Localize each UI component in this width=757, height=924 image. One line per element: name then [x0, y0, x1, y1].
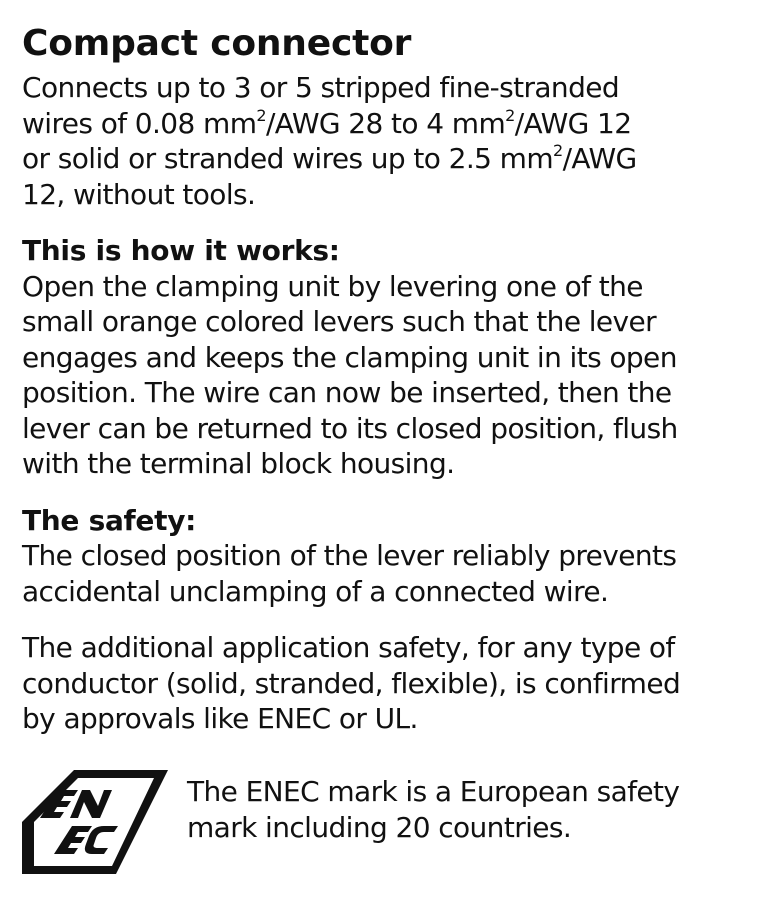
text-line: mark including 20 countries. [187, 810, 572, 844]
intro-line-4: 12, without tools. [22, 177, 256, 211]
how-it-works-paragraph [22, 269, 742, 482]
intro-line-1: Connects up to 3 or 5 stripped fine-stranded [22, 71, 620, 104]
intro-line-2b: /AWG 28 to 4 mm [265, 106, 506, 140]
application-safety-paragraph [22, 630, 742, 737]
intro-line-3b: /AWG [562, 142, 637, 175]
text-line: The ENEC mark is a European safety [187, 775, 680, 808]
intro-line-2a: wires of 0.08 mm [22, 106, 257, 140]
superscript: 2 [505, 105, 515, 125]
text-line: small orange colored levers such that the lever [22, 305, 657, 338]
intro-line-3a: or solid or stranded wires up to 2.5 mm [22, 142, 553, 175]
enec-mark-icon [22, 770, 168, 874]
enec-section [22, 768, 742, 878]
text-line: engages and keeps the clamping unit in its open [22, 340, 677, 374]
text-line: The additional application safety, for any type of [22, 631, 675, 664]
text-line: lever can be returned to its closed position, flush [22, 411, 678, 445]
document-body [22, 22, 742, 737]
intro-line-2c: /AWG 12 [514, 106, 632, 140]
text-line: by approvals like ENEC or UL. [22, 702, 418, 735]
text-line: Open the clamping unit by levering one of the [22, 269, 643, 303]
how-it-works-heading: This is how it works: [22, 234, 340, 267]
text-line: position. The wire can now be inserted, then the [22, 376, 672, 409]
safety-paragraph [22, 538, 742, 609]
enec-description [187, 774, 747, 845]
intro-paragraph [22, 70, 742, 212]
text-line: conductor (solid, stranded, flexible), is confirmed [22, 666, 681, 700]
text-line: The closed position of the lever reliably prevents [22, 539, 677, 572]
superscript: 2 [256, 105, 266, 125]
safety-heading: The safety: [22, 503, 197, 537]
page-title: Compact connector [22, 23, 412, 64]
text-line: with the terminal block housing. [22, 447, 455, 480]
text-line: accidental unclamping of a connected wire. [22, 574, 609, 608]
superscript: 2 [553, 141, 563, 160]
